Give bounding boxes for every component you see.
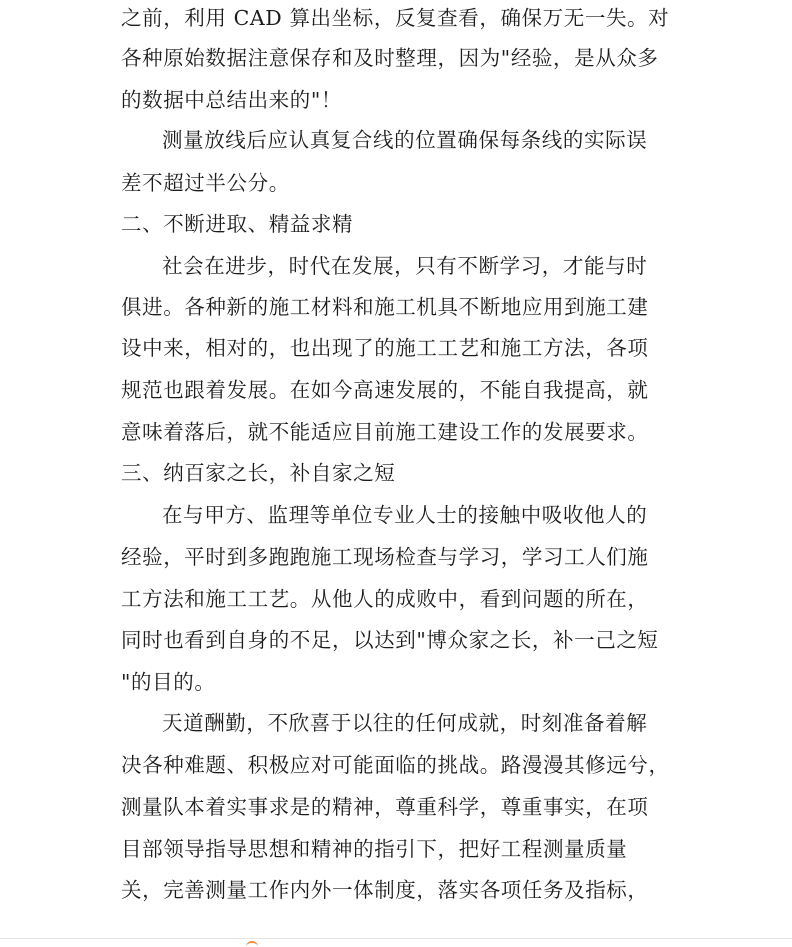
section-heading: 二、不断进取、精益求精 — [121, 212, 354, 236]
text-line: 差不超过半公分。 — [121, 171, 290, 195]
page-bottom-divider — [0, 938, 792, 939]
text-line: 的数据中总结出来的"！ — [121, 88, 343, 112]
text-line: 俱进。各种新的施工材料和施工机具不断地应用到施工建 — [121, 295, 649, 319]
section-heading: 三、纳百家之长，补自家之短 — [121, 461, 396, 485]
paragraph-first-line: 测量放线后应认真复合线的位置确保每条线的实际误 — [162, 128, 648, 152]
decorative-mark — [246, 941, 258, 947]
text-line: 意味着落后，就不能适应目前施工建设工作的发展要求。 — [121, 420, 649, 444]
text-line: "的目的。 — [121, 670, 216, 694]
text-line: 决各种难题、积极应对可能面临的挑战。路漫漫其修远兮， — [121, 753, 670, 777]
text-line: 之前，利用 CAD 算出坐标，反复查看，确保万无一失。对 — [121, 6, 670, 30]
text-line: 目部领导指导思想和精神的指引下，把好工程测量质量 — [121, 837, 628, 861]
paragraph-first-line: 天道酬勤，不欣喜于以往的任何成就，时刻准备着解 — [162, 711, 648, 735]
text-line: 工方法和施工工艺。从他人的成败中，看到问题的所在， — [121, 587, 649, 611]
text-line: 规范也跟着发展。在如今高速发展的，不能自我提高，就 — [121, 378, 649, 402]
text-line: 设中来，相对的，也出现了的施工工艺和施工方法，各项 — [121, 336, 649, 360]
paragraph-first-line: 在与甲方、监理等单位专业人士的接触中吸收他人的 — [162, 503, 648, 527]
text-line: 同时也看到自身的不足，以达到"博众家之长，补一己之短 — [121, 628, 659, 652]
paragraph-first-line: 社会在进步，时代在发展，只有不断学习，才能与时 — [162, 254, 648, 278]
text-line: 经验，平时到多跑跑施工现场检查与学习，学习工人们施 — [121, 545, 649, 569]
text-line: 各种原始数据注意保存和及时整理，因为"经验，是从众多 — [121, 46, 659, 70]
text-line: 测量队本着实事求是的精神，尊重科学，尊重事实，在项 — [121, 795, 649, 819]
text-line: 关，完善测量工作内外一体制度，落实各项任务及指标， — [121, 878, 649, 902]
